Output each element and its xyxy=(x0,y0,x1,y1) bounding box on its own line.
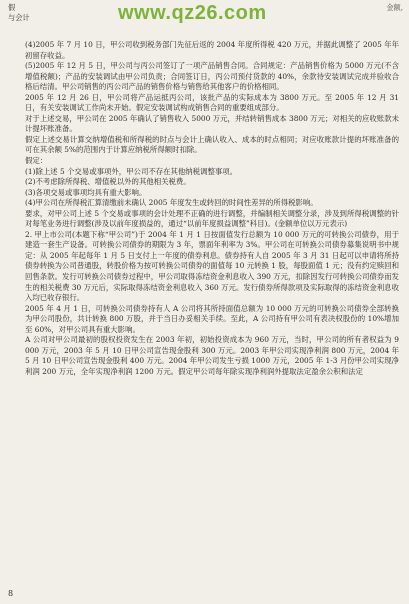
assumption-4: (4)甲公司在所得税汇算清缴前未确认 2005 年度发生或转回的时间性差异的所得税影响。 xyxy=(25,198,318,208)
header-left-text xyxy=(8,3,30,23)
paragraph-assumption-tax: 假定上述交易计算交纳增值税和所得税的时点与会计上确认收入、成本的时点相同；对应收账款计提的坏账准备的可在其余额 5%的范围内于计算应纳税所得额时扣除。 xyxy=(25,134,399,155)
paragraph-recognition: 对于上述交易，甲公司在 2005 年确认了销售收入 5000 万元，并结转销售成本 3800 万元；对相关的应收账款未计提坏账准备。 xyxy=(25,113,399,134)
paragraph-assume-heading: 假定： xyxy=(25,156,48,166)
investment-paragraph: A 公司对甲公司最初的股权投资发生在 2003 年初，初始投资成本为 960 万元，当时，甲公司的所有者权益为 9 000 万元，2003 年 5 月 10 日甲公司宣告现金股利 300 万元。2003 年甲公司实现净利润 800 万元，2004 年 5 月 10 日甲公司宣告现金股利 400 万元。2004 年甲公司发生亏损 1000 万元，2005 年 1-3 月份甲公司实现净利润 200 万元，全年实现净利润 1200 万元。假定甲公司每年除实现净利润外提取法定盈余公积和法定 xyxy=(25,335,399,376)
page-number: 8 xyxy=(8,589,14,598)
paragraph-4: (4)2005 年 7 月 10 日，甲公司收到税务部门先征后返的 2004 年度所得税 420 万元，并据此调整了 2005 年年初留存收益。 xyxy=(25,40,399,60)
conversion-paragraph: 2005 年 4 月 1 日，可转换公司债券持有人 A 公司将其所持面值总额为 10 000 万元的可转换公司债券全部转换为甲公司股份，共计转换 800 万股，并于当日办妥相关手续。至此，A 公司持有甲公司有表决权股份的 10%增加至 60%，对甲公司具有重大影响。 xyxy=(25,303,399,334)
assumption-3: (3)各项交易或事项均具有重大影响。 xyxy=(25,187,147,197)
assumption-2: (2)不考虑除所得税、增值税以外的其他相关税费。 xyxy=(25,177,191,187)
header-left-line1: 假 xyxy=(8,3,16,12)
page-header xyxy=(0,0,409,30)
header-left-line2: 与会计 xyxy=(8,13,30,22)
question-2-paragraph: 2. 甲上市公司(本题下称“甲公司”)于 2004 年 1 月 1 日按面值发行总额为 10 000 万元的可转换公司债券，用于建造一套生产设备。可转换公司债券的期限为 3 年，票面年利率为 3%。甲公司在可转换公司债券募集说明书中规定：从 2005 年起每年 1 月 5 日支付上一年度的债券利息。债券持有人自 2005 年 3 月 31 日起可以申请将所持债券转换为公司普通股，转股价格为按可转换公司债券的面值每 10 元转换 1 股，每股面值 1 元；没有约定赎回和回售条款。发行可转换公司债券过程中，甲公司取得冻结资金利息收入 390 万元，扣除因发行可转换公司债券而发生的相关税费 30 万元后，实际取得冻结资金利息收入 360 万元。发行债券所得款项及实际取得的冻结资金利息收入均已收存银行。 xyxy=(25,229,399,303)
watermark-logo: www.qz26.com xyxy=(118,2,267,24)
requirement-paragraph: 要求，对甲公司上述 5 个交易或事项的会计处理不正确的进行调整，并编制相关调整分录，涉及到所得税调整的针对每笔业务进行调整(涉及以前年度损益的，通过“以前年度损益调整”科目)。(金额单位以万元表示) xyxy=(25,208,399,229)
document-body xyxy=(13,40,399,378)
paragraph-5: (5)2005 年 12 月 5 日，甲公司与丙公司签订了一项产品销售合同。合同规定：产品销售价格为 5000 万元(不含增值税额)；产品的安装调试由甲公司负责；合同签订日，丙公司预付货款的 40%，余款待安装调试完成并验收合格后结清。甲公司销售的丙公司产品的销售价格与销售给其他客户的价格相同。 xyxy=(25,61,399,92)
assumption-1: (1)除上述 5 个交易或事项外，甲公司不存在其他纳税调整事项。 xyxy=(25,166,238,176)
paragraph-delivery: 2005 年 12 月 26 日，甲公司将产品运抵丙公司，该批产品的实际成本为 3800 万元。至 2005 年 12 月 31 日，有关安装调试工作尚未开始。假定安装调试构成销售合同的重要组成部分。 xyxy=(25,92,399,113)
header-right-text: 金额, xyxy=(386,3,403,12)
